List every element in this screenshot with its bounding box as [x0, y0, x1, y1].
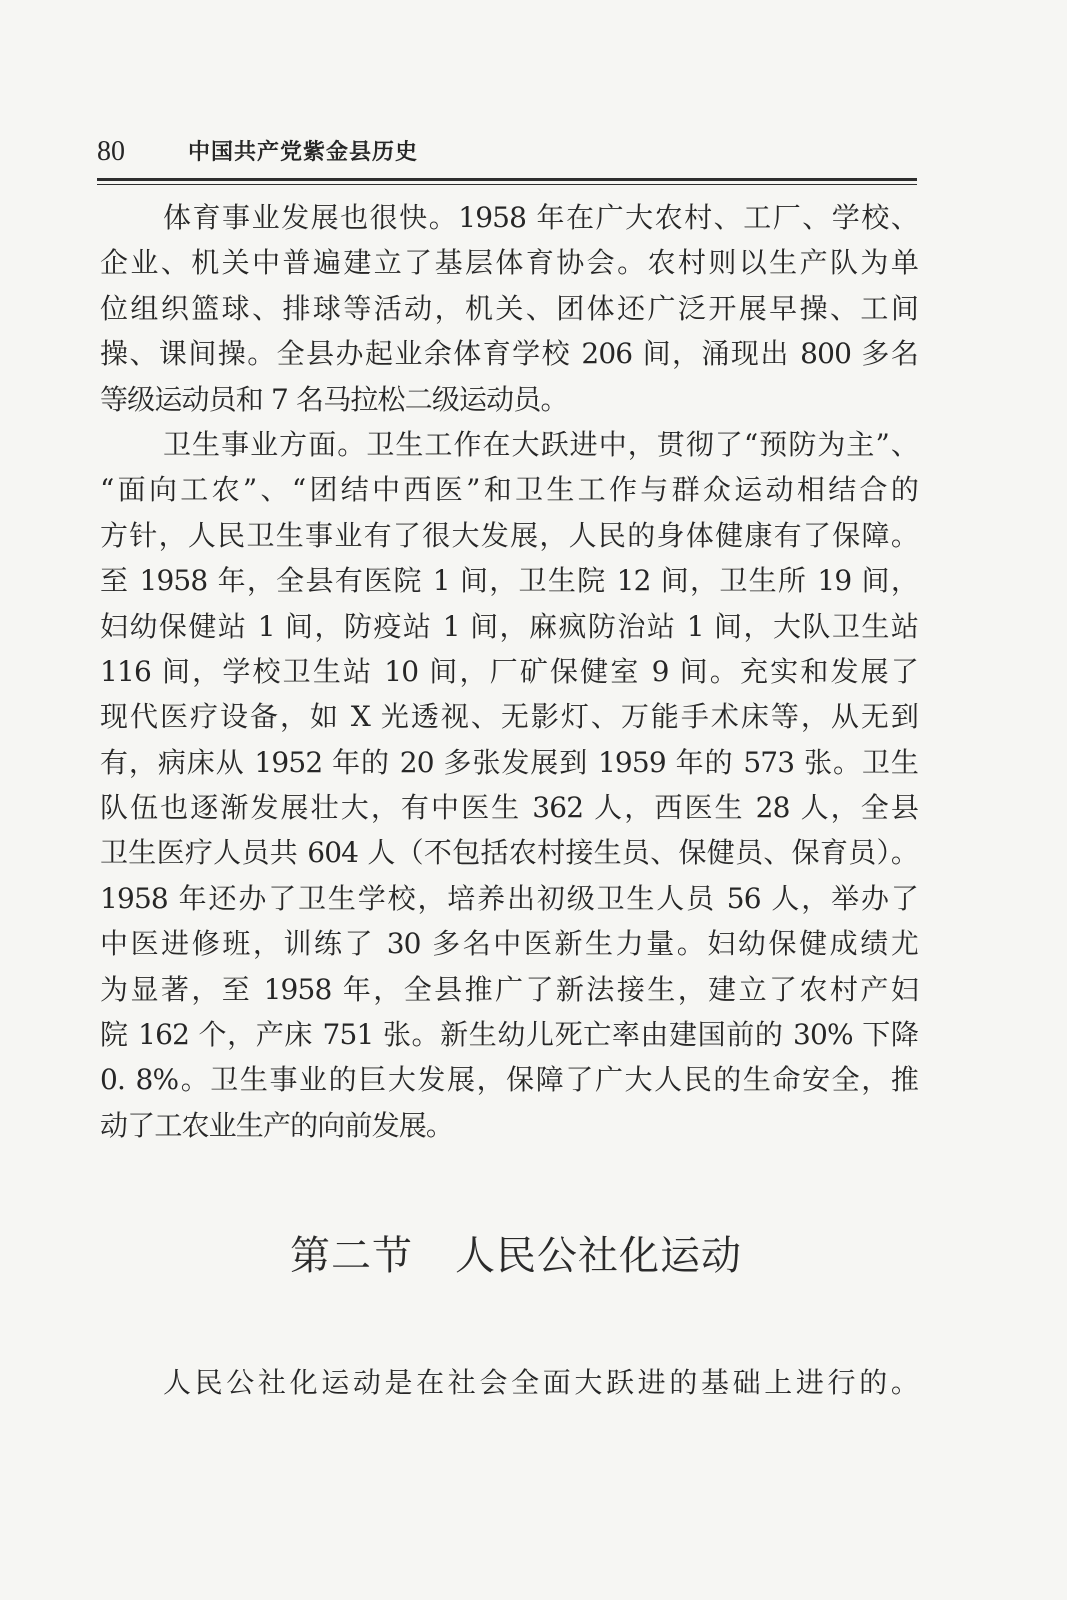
section-title: 人民公社化运动	[455, 1233, 742, 1279]
text-line: 中医进修班，训练了 30 多名中医新生力量。妇幼保健成绩尤	[100, 927, 918, 961]
text-line: 0. 8%。卫生事业的巨大发展，保障了广大人民的生命安全，推	[100, 1063, 918, 1097]
paragraph-sports	[100, 195, 918, 422]
text-line: 院 162 个，产床 751 张。新生幼儿死亡率由建国前的 30% 下降	[100, 1018, 918, 1052]
text-line: 队伍也逐渐发展壮大，有中医生 362 人，西医生 28 人，全县	[100, 791, 918, 825]
page-number: 80	[97, 136, 125, 167]
running-header-title: 中国共产党紫金县历史	[188, 139, 419, 165]
paragraph-health	[100, 422, 918, 1148]
header-rule-thick	[97, 178, 917, 181]
body-text	[100, 195, 918, 1148]
text-line: 妇幼保健站 1 间，防疫站 1 间，麻疯防治站 1 间，大队卫生站	[100, 609, 918, 643]
text-line: 方针，人民卫生事业有了很大发展，人民的身体健康有了保障。	[100, 518, 918, 552]
text-line: 动了工农业生产的向前发展。	[100, 1108, 454, 1142]
header-rule-thin	[97, 184, 917, 185]
text-line: 至 1958 年，全县有医院 1 间，卫生院 12 间，卫生所 19 间，	[100, 564, 918, 598]
text-line: 企业、机关中普遍建立了基层体育协会。农村则以生产队为单	[100, 246, 918, 280]
section-number: 第二节	[290, 1233, 413, 1279]
text-line: 现代医疗设备，如 X 光透视、无影灯、万能手术床等，从无到	[100, 700, 918, 734]
text-line: 等级运动员和 7 名马拉松二级运动员。	[100, 382, 568, 416]
text-line: 为显著，至 1958 年，全县推广了新法接生，建立了农村产妇	[100, 972, 918, 1006]
text-line: 卫生医疗人员共 604 人（不包括农村接生员、保健员、保育员）。	[100, 836, 918, 870]
text-line: 卫生事业方面。卫生工作在大跃进中，贯彻了“预防为主”、	[163, 427, 918, 461]
text-line: 位组织篮球、排球等活动，机关、团体还广泛开展早操、工间	[100, 291, 918, 325]
text-line: 有，病床从 1952 年的 20 多张发展到 1959 年的 573 张。卫生	[100, 745, 918, 779]
header-double-rule	[97, 178, 917, 187]
text-line: 116 间，学校卫生站 10 间，厂矿保健室 9 间。充实和发展了	[100, 654, 918, 688]
paragraph-commune-intro	[100, 1360, 918, 1405]
text-line: 操、课间操。全县办起业余体育学校 206 间，涌现出 800 多名	[100, 337, 918, 371]
text-line: 1958 年还办了卫生学校，培养出初级卫生人员 56 人，举办了	[100, 881, 918, 915]
text-line: “面向工农”、“团结中西医”和卫生工作与群众运动相结合的	[100, 473, 918, 507]
text-line: 体育事业发展也很快。1958 年在广大农村、工厂、学校、	[163, 201, 918, 234]
text-line: 人民公社化运动是在社会全面大跃进的基础上进行的。	[163, 1366, 918, 1399]
